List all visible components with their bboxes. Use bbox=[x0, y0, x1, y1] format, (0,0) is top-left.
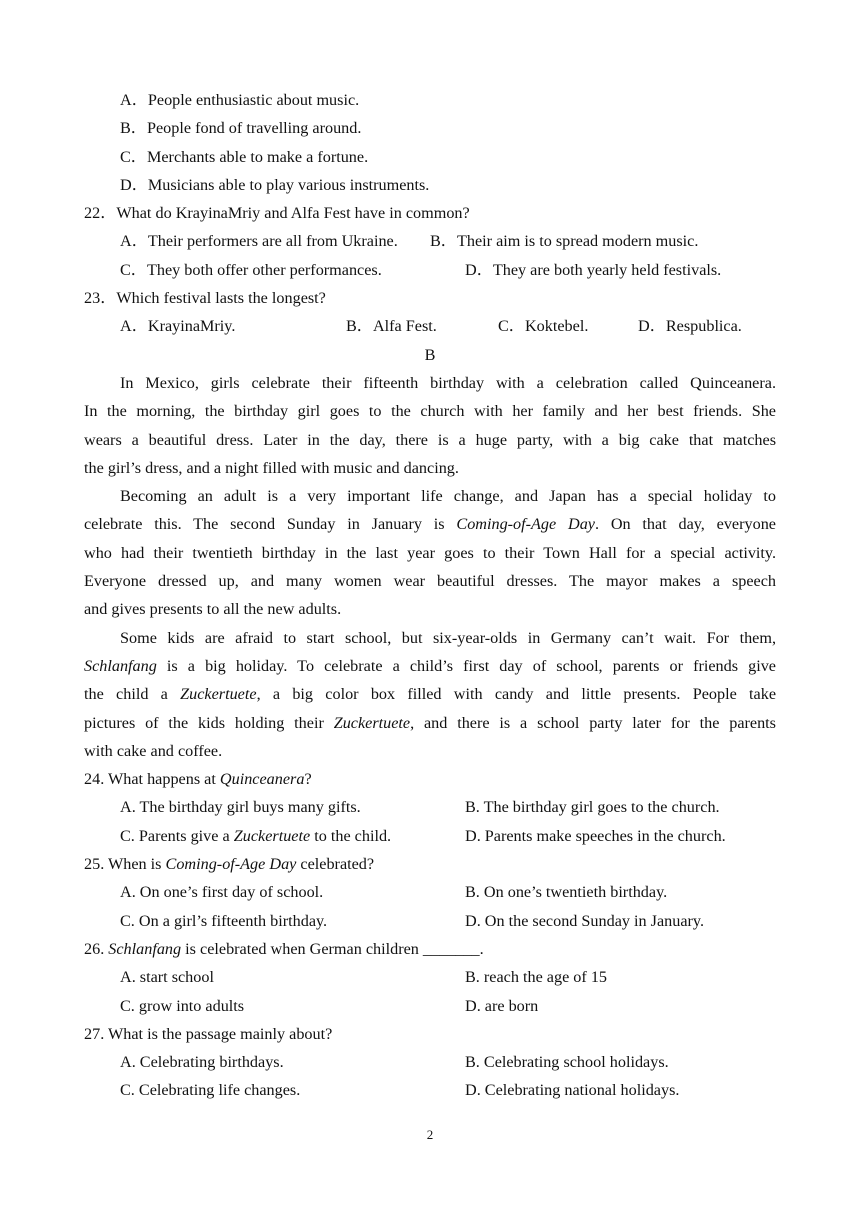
p3-term-zuckertuete-2: Zuckertuete bbox=[333, 713, 411, 732]
q25-row-1 bbox=[84, 878, 776, 906]
q23-option-c: C．Koktebel. bbox=[498, 317, 589, 336]
q27-row-2 bbox=[84, 1076, 776, 1104]
q27-stem: 27. What is the passage mainly about? bbox=[84, 1024, 333, 1043]
q26-stem-text: is celebrated when German children _______. bbox=[181, 939, 484, 958]
passage-p3-line-1: Some kids are afraid to start school, but six-year-olds in Germany can’t wait. For them, bbox=[120, 628, 776, 647]
q24-stem-end: ? bbox=[304, 770, 312, 789]
q26-option-c: C. grow into adults bbox=[120, 996, 245, 1015]
passage-p3-line-5: with cake and coffee. bbox=[84, 741, 223, 760]
q24-option-a: A. The birthday girl buys many gifts. bbox=[120, 798, 361, 817]
q26-option-d: D. are born bbox=[465, 996, 539, 1015]
q22-option-d: D．They are both yearly held festivals. bbox=[465, 260, 722, 279]
passage-p2-line-4: Everyone dressed up, and many women wear beautiful dresses. The mayor makes a speech bbox=[84, 572, 776, 591]
p3-l4-text-b: , and there is a school party later for the parents bbox=[410, 713, 776, 732]
page-content bbox=[84, 86, 776, 1105]
q25-stem-term: Coming-of-Age Day bbox=[165, 855, 297, 874]
q21-option-c: C．Merchants able to make a fortune. bbox=[120, 147, 369, 166]
passage-p1-line-2: In the morning, the birthday girl goes to the church with her family and her best friends. She bbox=[84, 402, 776, 421]
q22-option-a: A．Their performers are all from Ukraine. bbox=[120, 232, 398, 251]
q23-stem: 23．Which festival lasts the longest? bbox=[84, 289, 326, 308]
q25-stem bbox=[84, 850, 776, 878]
q25-stem-text: 25. When is bbox=[84, 855, 166, 874]
q24-stem-term: Quinceanera bbox=[219, 770, 305, 789]
q26-option-b: B. reach the age of 15 bbox=[465, 968, 608, 987]
passage-p3-line-4 bbox=[84, 709, 776, 737]
passage-p2-line-2 bbox=[84, 510, 776, 538]
passage-p2-line-3: who had their twentieth birthday in the last year goes to their Town Hall for a special activity. bbox=[84, 543, 776, 562]
p3-term-schlanfang: Schlanfang bbox=[84, 656, 157, 675]
p3-l3-text-b: , a big color box filled with candy and little presents. People take bbox=[256, 685, 777, 704]
passage-p1-line-1: In Mexico, girls celebrate their fifteenth birthday with a celebration called Quinceanera. bbox=[120, 373, 776, 392]
q26-stem-num: 26. bbox=[84, 939, 109, 958]
q24-c-text-b: to the child. bbox=[310, 826, 392, 845]
passage-p2-line-1: Becoming an adult is a very important life change, and Japan has a special holiday to bbox=[120, 487, 776, 506]
q22-row-2 bbox=[84, 256, 776, 284]
section-title-b: B bbox=[424, 345, 436, 364]
passage-p1-line-3: wears a beautiful dress. Later in the day, there is a huge party, with a big cake that matches bbox=[84, 430, 776, 449]
passage-p3-line-3 bbox=[84, 680, 776, 708]
q24-c-term: Zuckertuete bbox=[233, 826, 311, 845]
q21-option-b: B．People fond of travelling around. bbox=[120, 119, 362, 138]
q24-row-2 bbox=[84, 822, 776, 850]
p3-l2-text: is a big holiday. To celebrate a child’s first day of school, parents or friends give bbox=[156, 656, 776, 675]
q22-row-1 bbox=[84, 227, 776, 255]
q25-option-b: B. On one’s twentieth birthday. bbox=[465, 883, 668, 902]
q22-stem: 22．What do KrayinaMriy and Alfa Fest have in common? bbox=[84, 204, 470, 223]
q23-row bbox=[84, 312, 776, 340]
p3-l3-text-a: the child a bbox=[84, 685, 181, 704]
page-number: 2 bbox=[426, 1127, 434, 1142]
q24-c-text-a: C. Parents give a bbox=[120, 826, 234, 845]
q25-option-c: C. On a girl’s fifteenth birthday. bbox=[120, 911, 328, 930]
passage-p3-line-2 bbox=[84, 652, 776, 680]
q22-option-c: C．They both offer other performances. bbox=[120, 260, 382, 279]
q23-option-d: D．Respublica. bbox=[638, 317, 742, 336]
p2-term-coming-of-age: Coming-of-Age Day bbox=[456, 515, 595, 534]
q24-stem-text: 24. What happens at bbox=[84, 770, 220, 789]
passage-p1-line-4: the girl’s dress, and a night filled with music and dancing. bbox=[84, 458, 459, 477]
q25-option-d: D. On the second Sunday in January. bbox=[465, 911, 705, 930]
q27-option-b: B. Celebrating school holidays. bbox=[465, 1053, 669, 1072]
q27-option-a: A. Celebrating birthdays. bbox=[120, 1053, 284, 1072]
q24-stem bbox=[84, 765, 776, 793]
q23-option-a: A．KrayinaMriy. bbox=[120, 317, 236, 336]
p3-term-zuckertuete: Zuckertuete bbox=[180, 685, 257, 704]
q22-option-b: B．Their aim is to spread modern music. bbox=[430, 232, 699, 251]
p2-text-a: celebrate this. The second Sunday in January is bbox=[84, 515, 457, 534]
q21-option-d: D．Musicians able to play various instruments. bbox=[120, 175, 430, 194]
q24-row-1 bbox=[84, 793, 776, 821]
q26-stem-term: Schlanfang bbox=[108, 939, 182, 958]
q24-option-b: B. The birthday girl goes to the church. bbox=[465, 798, 720, 817]
q26-row-2 bbox=[84, 992, 776, 1020]
q26-option-a: A. start school bbox=[120, 968, 214, 987]
q26-stem bbox=[84, 935, 776, 963]
q23-option-b: B．Alfa Fest. bbox=[346, 317, 437, 336]
q26-row-1 bbox=[84, 963, 776, 991]
q21-option-a: A．People enthusiastic about music. bbox=[120, 91, 360, 109]
q25-stem-end: celebrated? bbox=[296, 855, 375, 874]
q27-option-d: D. Celebrating national holidays. bbox=[465, 1081, 680, 1100]
q24-option-d: D. Parents make speeches in the church. bbox=[465, 826, 726, 845]
p3-l4-text-a: pictures of the kids holding their bbox=[84, 713, 334, 732]
q24-option-c bbox=[120, 827, 391, 845]
p2-text-b: . On that day, everyone bbox=[594, 515, 776, 534]
passage-p2-line-5: and gives presents to all the new adults. bbox=[84, 600, 342, 619]
q27-option-c: C. Celebrating life changes. bbox=[120, 1081, 301, 1100]
q25-row-2 bbox=[84, 907, 776, 935]
q25-option-a: A. On one’s first day of school. bbox=[120, 883, 324, 902]
q27-row-1 bbox=[84, 1048, 776, 1076]
